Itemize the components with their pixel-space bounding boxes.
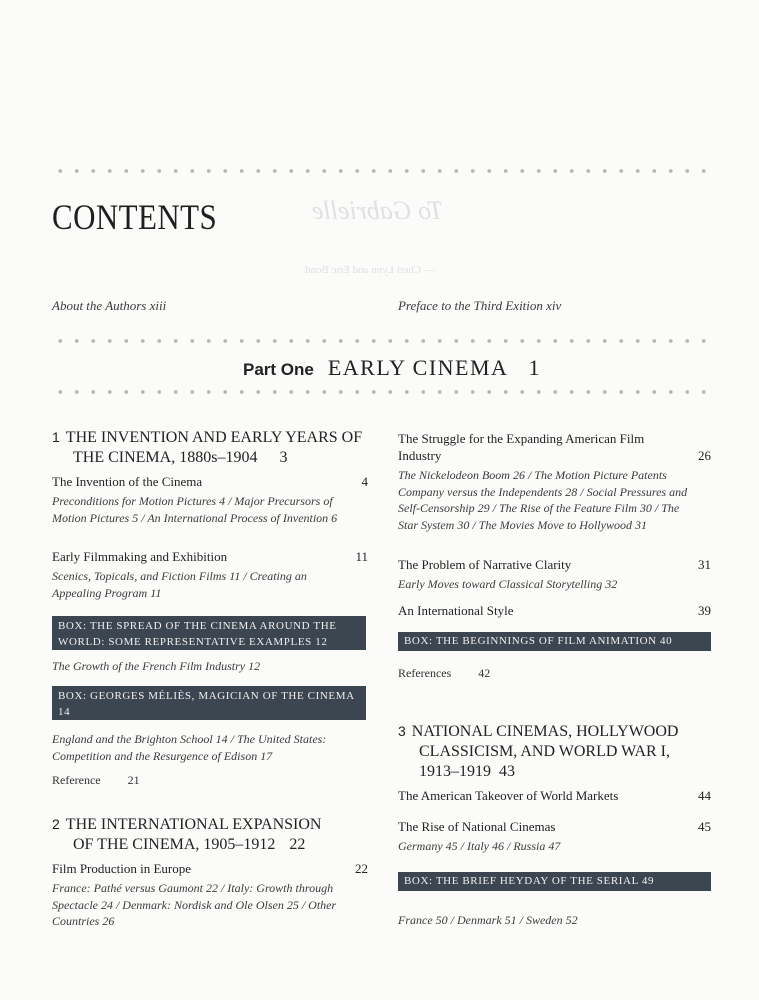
toc-box-spread-of-cinema[interactable]: BOX: THE SPREAD OF THE CINEMA AROUND THE WORLD: SOME REPRESENTATIVE EXAMPLES 12 <box>52 616 366 650</box>
section-subtopics: Scenics, Topicals, and Fiction Films 11 / Creating an Appealing Program 11 <box>52 569 307 600</box>
bleed-through-subtext: — Cheri Lynn and Eric Bond <box>305 264 435 276</box>
chapter-1-heading[interactable] <box>52 427 372 468</box>
page-title: CONTENTS <box>52 197 218 237</box>
reference-label: Reference <box>52 773 101 787</box>
chapter-3-title-line1: NATIONAL CINEMAS, HOLLYWOOD <box>411 723 679 740</box>
section-subtopics: Early Moves toward Classical Storytelling 32 <box>398 577 618 591</box>
part-heading <box>243 355 541 381</box>
section-page: 44 <box>698 788 711 803</box>
section-title: An International Style <box>398 603 514 618</box>
section-title: The Rise of National Cinemas <box>398 819 556 834</box>
section-subtopics: Preconditions for Motion Pictures 4 / Major Precursors of Motion Pictures 5 / An International Process of Invention 6 <box>52 494 338 525</box>
section-subtopics: Germany 45 / Italy 46 / Russia 47 <box>398 839 561 853</box>
section-title: The Struggle for the Expanding American Film Industry <box>398 431 645 463</box>
section-title: The Problem of Narrative Clarity <box>398 557 572 572</box>
chapter-3-page: 43 <box>499 763 515 780</box>
toc-section[interactable] <box>52 548 368 601</box>
toc-section[interactable] <box>52 860 368 930</box>
toc-section[interactable] <box>398 430 711 533</box>
section-page: 26 <box>698 448 711 463</box>
dot-rule-top <box>52 168 714 174</box>
section-page: 4 <box>361 474 368 489</box>
chapter-3-number: 3 <box>398 723 406 739</box>
front-matter-about-authors[interactable]: About the Authors xiii <box>52 298 167 313</box>
dot-rule-part-top <box>52 338 714 344</box>
toc-section[interactable] <box>398 787 711 804</box>
section-page: 39 <box>698 603 711 618</box>
chapter-1-number: 1 <box>52 429 60 445</box>
part-label: Part One <box>243 360 314 379</box>
chapter-2-title-line2: OF THE CINEMA, 1905–1912 <box>73 836 276 853</box>
chapter-1-title-line1: THE INVENTION AND EARLY YEARS OF <box>65 429 363 446</box>
bleed-through-dedication: To Gabrielle <box>312 196 444 225</box>
chapter-2-title-line1: THE INTERNATIONAL EXPANSION <box>65 816 322 833</box>
toc-section[interactable] <box>398 556 711 593</box>
toc-box-film-animation[interactable]: BOX: THE BEGINNINGS OF FILM ANIMATION 40 <box>398 632 711 651</box>
toc-box-melies[interactable]: BOX: GEORGES MÉLIÈS, MAGICIAN OF THE CINEMA 14 <box>52 686 366 720</box>
section-title: Early Filmmaking and Exhibition <box>52 549 228 564</box>
section-page: 45 <box>698 819 711 834</box>
reference-page: 21 <box>127 773 140 787</box>
toc-section[interactable] <box>52 473 368 526</box>
chapter-2-heading[interactable] <box>52 814 372 855</box>
chapter-3-title-line2: CLASSICISM, AND WORLD WAR I, <box>419 743 670 760</box>
toc-reference[interactable] <box>52 773 140 788</box>
toc-section[interactable] <box>398 818 711 855</box>
part-page: 1 <box>528 355 541 380</box>
section-page: 31 <box>698 557 711 572</box>
front-matter-preface[interactable]: Preface to the Third Exition xiv <box>398 298 562 313</box>
chapter-3-heading[interactable] <box>398 721 718 782</box>
references-label: References <box>398 666 452 680</box>
toc-subtopic-block[interactable]: England and the Brighton School 14 / The United States: Competition and the Resurgence of Edison 17 <box>52 732 327 763</box>
toc-box-serial[interactable]: BOX: THE BRIEF HEYDAY OF THE SERIAL 49 <box>398 872 711 891</box>
section-title: The American Takeover of World Markets <box>398 788 619 803</box>
dot-rule-part-bottom <box>52 389 714 395</box>
chapter-2-page: 22 <box>289 836 306 853</box>
section-subtopics: The Nickelodeon Boom 26 / The Motion Picture Patents Company versus the Independents 28 / Social Pressures and Self-Censorship 29 / The Rise of the Feature Film 30 / The Star System 30 / The Movies Move to Hollywood 31 <box>398 468 688 532</box>
chapter-1-page: 3 <box>279 449 288 466</box>
section-subtopics: France: Pathé versus Gaumont 22 / Italy: Growth through Spectacle 24 / Denmark: Nordisk and Ole Olsen 25 / Other Countries 26 <box>52 881 337 928</box>
section-title: The Invention of the Cinema <box>52 474 203 489</box>
part-title: EARLY CINEMA <box>327 355 509 380</box>
section-title: Film Production in Europe <box>52 861 192 876</box>
toc-subtopic-line[interactable]: The Growth of the French Film Industry 12 <box>52 659 261 673</box>
chapter-1-title-line2: THE CINEMA, 1880s–1904 <box>73 449 258 466</box>
toc-section[interactable] <box>398 602 711 619</box>
section-page: 11 <box>355 549 368 564</box>
chapter-3-title-line3: 1913–1919 <box>419 763 491 780</box>
references-page: 42 <box>478 666 491 680</box>
toc-references[interactable] <box>398 666 490 681</box>
section-page: 22 <box>355 861 368 876</box>
chapter-2-number: 2 <box>52 816 60 832</box>
toc-subtopic-line[interactable]: France 50 / Denmark 51 / Sweden 52 <box>398 913 578 927</box>
